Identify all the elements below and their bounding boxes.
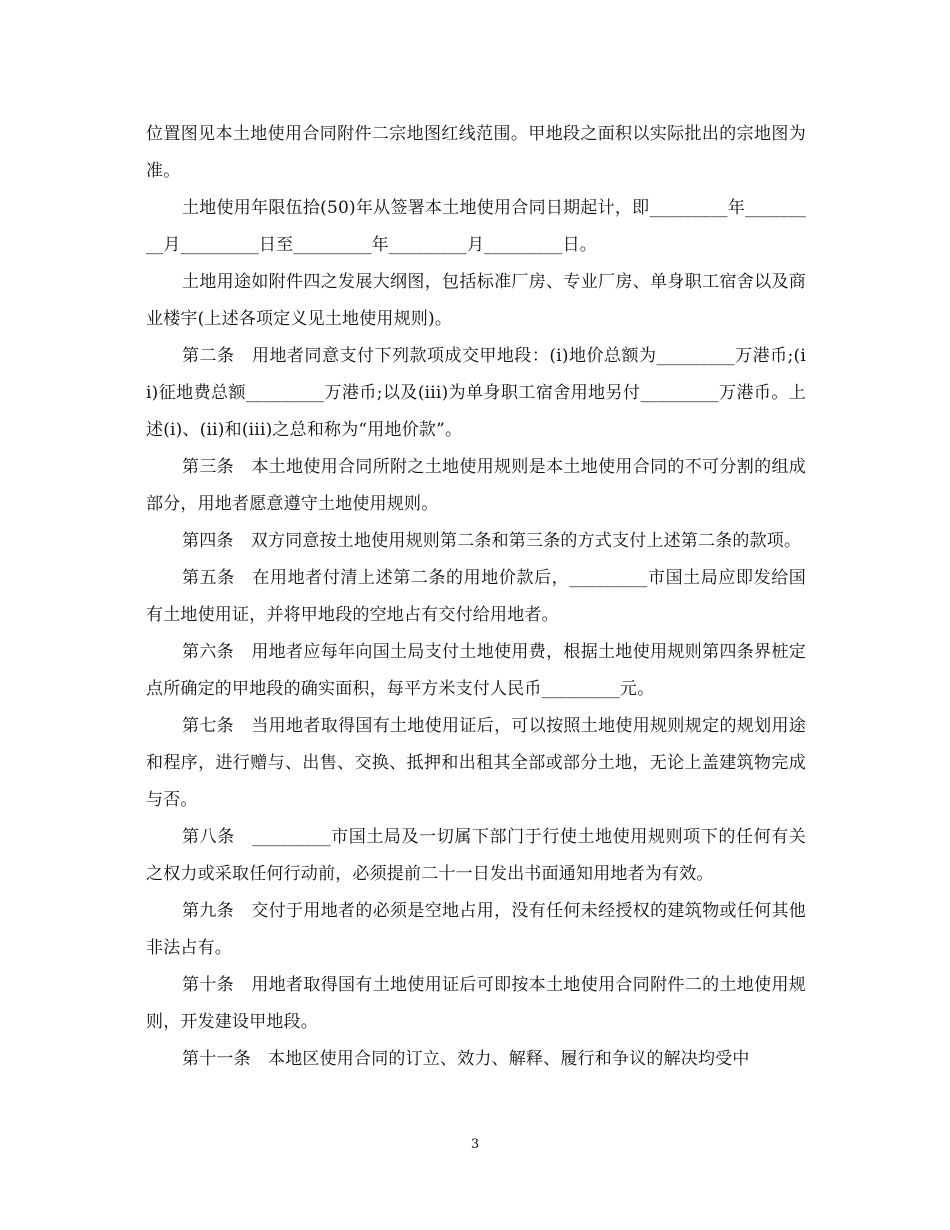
paragraph-3: 土地用途如附件四之发展大纲图，包括标准厂房、专业厂房、单身职工宿舍以及商业楼宇(上述各项定义见土地使用规则)。: [146, 272, 806, 329]
article-7: 第七条 当用地者取得国有土地使用证后，可以按照土地使用规则规定的规划用途和程序，进行赠与、出售、交换、抵押和出租其全部或部分土地，无论上盖建筑物完成与否。: [146, 716, 806, 810]
page-number: 3: [470, 1137, 480, 1152]
paragraph-2: 土地使用年限伍拾(50)年从签署本土地使用合同日期起计，即_________年_________月_________日至_________年_________月_________日。: [146, 198, 806, 255]
article-10: 第十条 用地者取得国有土地使用证后可即按本土地使用合同附件二的土地使用规则，开发建设甲地段。: [146, 975, 806, 1032]
article-2: 第二条 用地者同意支付下列款项成交甲地段：(i)地价总额为_________万港币;(ii)征地费总额_________万港币;以及(iii)为单身职工宿舍用地另付_________万港币。上述(i)、(ii)和(iii)之总和称为“用地价款”。: [146, 346, 806, 440]
article-8: 第八条 _________市国土局及一切属下部门于行使土地使用规则项下的任何有关之权力或采取任何行动前，必须提前二十一日发出书面通知用地者为有效。: [146, 827, 806, 884]
document-body: [146, 116, 806, 1078]
paragraph-1: 位置图见本土地使用合同附件二宗地图红线范围。甲地段之面积以实际批出的宗地图为准。: [146, 124, 806, 181]
article-5: 第五条 在用地者付清上述第二条的用地价款后，_________市国土局应即发给国有土地使用证，并将甲地段的空地占有交付给用地者。: [146, 568, 806, 625]
article-6: 第六条 用地者应每年向国土局支付土地使用费，根据土地使用规则第四条界桩定点所确定的甲地段的确实面积，每平方米支付人民币_________元。: [146, 642, 806, 699]
article-4: 第四条 双方同意按土地使用规则第二条和第三条的方式支付上述第二条的款项。: [182, 531, 802, 551]
article-3: 第三条 本土地使用合同所附之土地使用规则是本土地使用合同的不可分割的组成部分，用地者愿意遵守土地使用规则。: [146, 457, 806, 514]
article-11: 第十一条 本地区使用合同的订立、效力、解释、履行和争议的解决均受中: [182, 1049, 750, 1069]
article-9: 第九条 交付于用地者的必须是空地占用，没有任何未经授权的建筑物或任何其他非法占有。: [146, 901, 806, 958]
